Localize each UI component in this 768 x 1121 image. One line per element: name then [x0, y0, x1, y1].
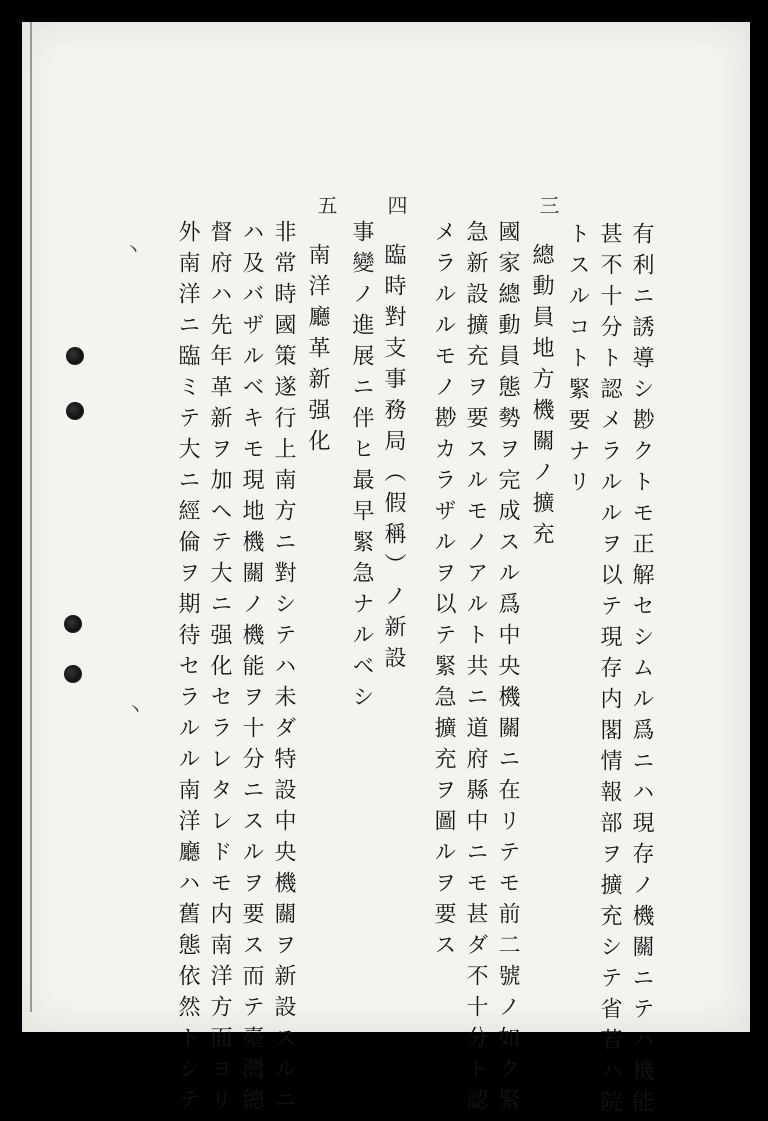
- section-number-4: 四: [384, 195, 408, 215]
- margin-mark: 丶: [121, 240, 142, 258]
- text-column-6: メラルルモノ尠カラザルヲ以テ緊急擴充ヲ圖ルヲ要ス: [431, 220, 456, 964]
- text-column-4: 國家總動員態勢ヲ完成スル爲中央機關ニ在リテモ前二號ノ如ク緊: [495, 220, 520, 1119]
- text-column-2: 甚不十分ト認メラルルヲ以テ現存内閣情報部ヲ擴充シテ省若ハ院: [597, 222, 622, 1121]
- text-column-1: 有利ニ誘導シ尠クトモ正解セシムル爲ニハ現存ノ機關ニテハ機能: [629, 222, 654, 1121]
- section-heading-3: 總動員地方機關ノ擴充: [529, 243, 554, 553]
- binding-hole: [66, 402, 84, 420]
- text-column-11: 外南洋ニ臨ミテ大ニ經倫ヲ期待セラルル南洋廳ハ舊態依然トシテ: [175, 220, 200, 1119]
- binding-hole: [64, 665, 82, 683]
- text-column-5: 急新設擴充ヲ要スルモノアルト共ニ道府縣中ニモ甚ダ不十分ト認: [463, 220, 488, 1119]
- margin-rule: [30, 22, 32, 1012]
- section-number-5: 五: [314, 195, 338, 215]
- section-number-3: 三: [536, 195, 560, 215]
- margin-mark: 丶: [123, 700, 144, 718]
- text-column-3: トスルコト緊要ナリ: [565, 222, 590, 501]
- section-heading-4: 臨時對支事務局（假稱）ノ新設: [381, 243, 406, 677]
- text-column-8: 非常時國策遂行上南方ニ對シテハ未ダ特設中央機關ヲ新設スルニ: [271, 220, 296, 1119]
- text-column-10: 督府ハ先年革新ヲ加ヘテ大ニ强化セラレタレドモ内南洋方面ヨリ: [207, 220, 232, 1119]
- text-column-7: 事變ノ進展ニ伴ヒ最早緊急ナルベシ: [349, 220, 374, 716]
- section-heading-5: 南洋廳革新强化: [305, 243, 330, 460]
- text-column-9: ハ及バザルベキモ現地機關ノ機能ヲ十分ニスルヲ要ス而テ臺灣總: [239, 220, 264, 1119]
- binding-hole: [66, 347, 84, 365]
- binding-hole: [64, 615, 82, 633]
